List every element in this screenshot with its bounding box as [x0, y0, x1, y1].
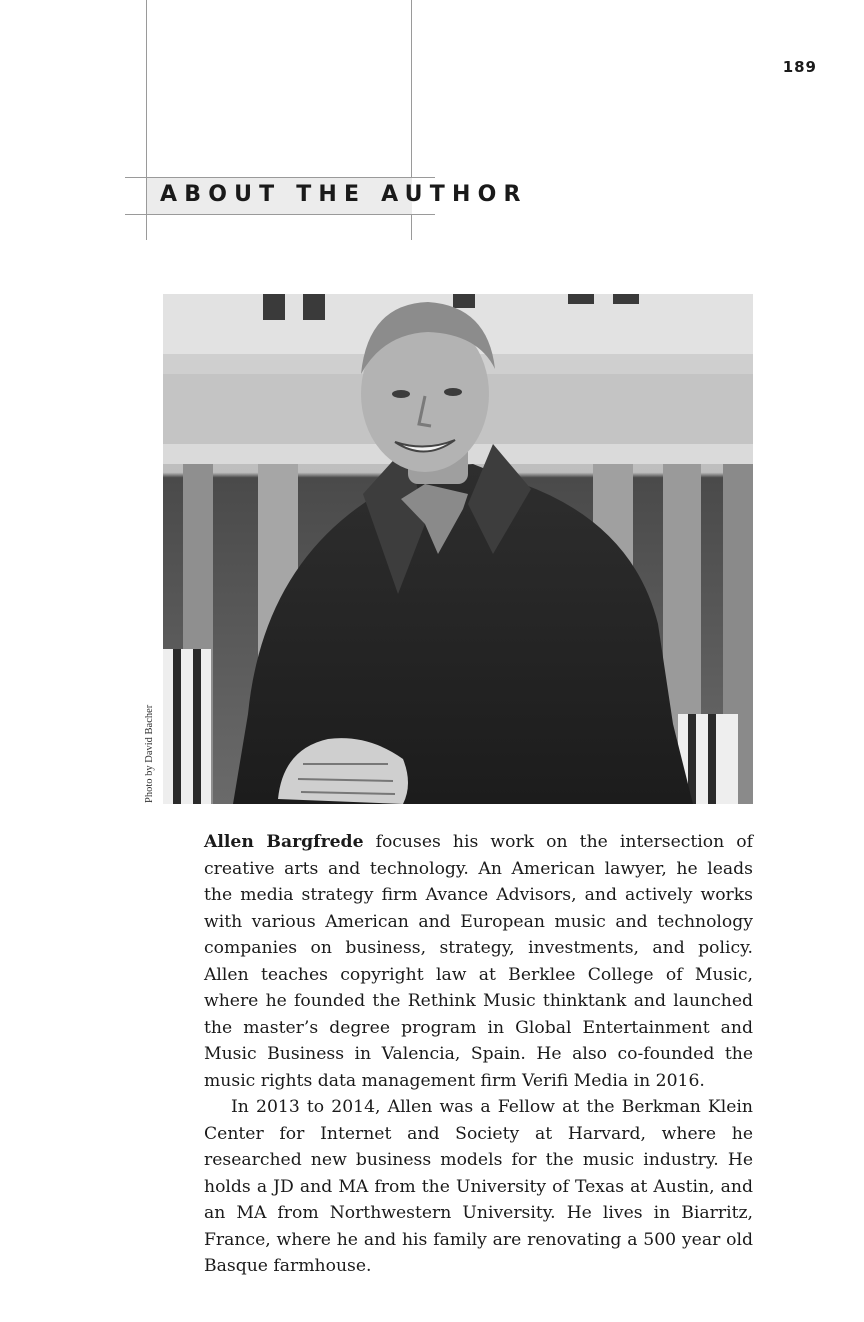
section-title: ABOUT THE AUTHOR — [160, 182, 528, 207]
author-photo — [163, 294, 753, 804]
author-photo-illustration — [163, 294, 753, 804]
bio-paragraph-1-text: focuses his work on the intersection of creative arts and technology. An American lawyer, he leads the media strategy firm Avance Advisors, and actively works with various American and European music and technology companies on business, strategy, investments, and policy. Allen teaches copyright law at Berklee College of Music, where he founded the Rethink Music thinktank and launched the master’s degree program in Global Entertainment and Music Business in Valencia, Spain. He also co-founded the music rights data management firm Verifi Media in 2016. — [204, 832, 753, 1091]
bio-paragraph-2: In 2013 to 2014, Allen was a Fellow at the Berkman Klein Center for Internet and Society at Harvard, where he researched new business models for the music industry. He holds a JD and MA from the University of Texas at Austin, and an MA from Northwestern University. He lives in Biarritz, France, where he and his family are renovating a 500 year old Basque farmhouse. — [204, 1097, 753, 1276]
page-number: 189 — [782, 58, 817, 76]
frame-line-bottom — [125, 214, 435, 215]
bio-paragraph-1 — [204, 829, 753, 1094]
photo-credit: Photo by David Bacher — [144, 704, 155, 803]
author-name: Allen Bargfrede — [204, 832, 364, 852]
frame-line-top — [125, 177, 435, 178]
author-bio — [204, 829, 753, 1280]
